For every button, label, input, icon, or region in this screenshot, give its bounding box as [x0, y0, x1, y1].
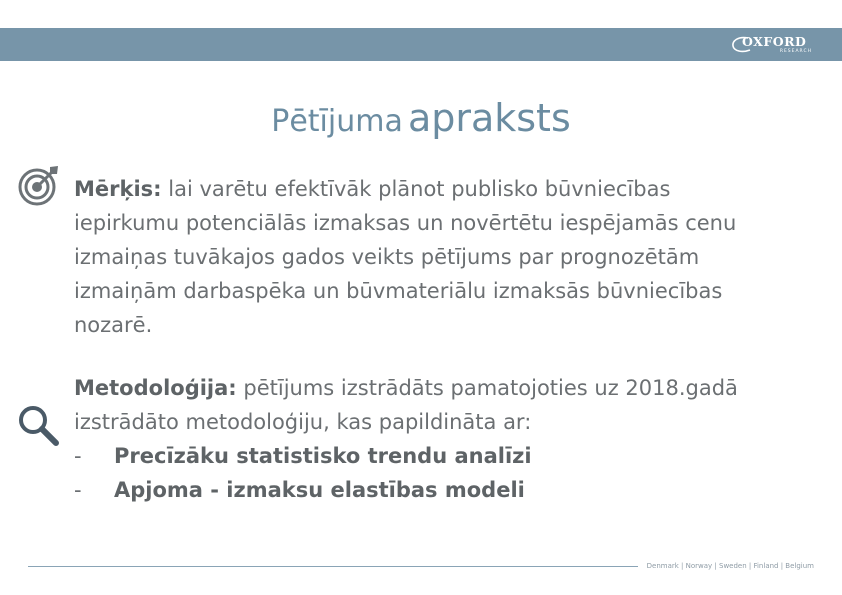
- title-part-2: apraksts: [407, 96, 571, 140]
- bullet-dash: -: [74, 444, 82, 468]
- magnifier-icon: [16, 403, 62, 449]
- oxford-research-logo: [730, 35, 814, 57]
- logo-subtitle: RESEARCH: [779, 49, 812, 54]
- method-text: pētījums izstrādāts pamatojoties uz 2018.gadā izstrādāto metodoloģiju, kas papildināta ar:: [74, 376, 738, 434]
- bullet-text: Apjoma - izmaksu elastības modeli: [114, 478, 525, 502]
- goal-paragraph: [74, 172, 774, 342]
- list-item: [74, 473, 774, 507]
- target-icon: [14, 162, 62, 210]
- footer-divider: [28, 566, 638, 567]
- goal-text: lai varētu efektīvāk plānot publisko būvniecības iepirkumu potenciālās izmaksas un novērtētu iespējamās cenu izmaiņas tuvākajos gados veikts pētījums par prognozētām izmaiņām darbaspēka un būvmateriālu izmaksās būvniecības nozarē.: [74, 177, 737, 337]
- logo-word: OXFORD: [742, 34, 807, 49]
- method-label: Metodoloģija:: [74, 376, 237, 400]
- footer-countries: Denmark | Norway | Sweden | Finland | Belgium: [646, 562, 814, 570]
- method-paragraph: [74, 371, 774, 507]
- page-title: [0, 92, 842, 152]
- bullet-dash: -: [74, 478, 82, 502]
- goal-label: Mērķis:: [74, 177, 162, 201]
- list-item: [74, 439, 774, 473]
- bullet-text: Precīzāku statistisko trendu analīzi: [114, 444, 532, 468]
- header-bar: [0, 28, 842, 61]
- title-part-1: Pētījuma: [271, 104, 403, 139]
